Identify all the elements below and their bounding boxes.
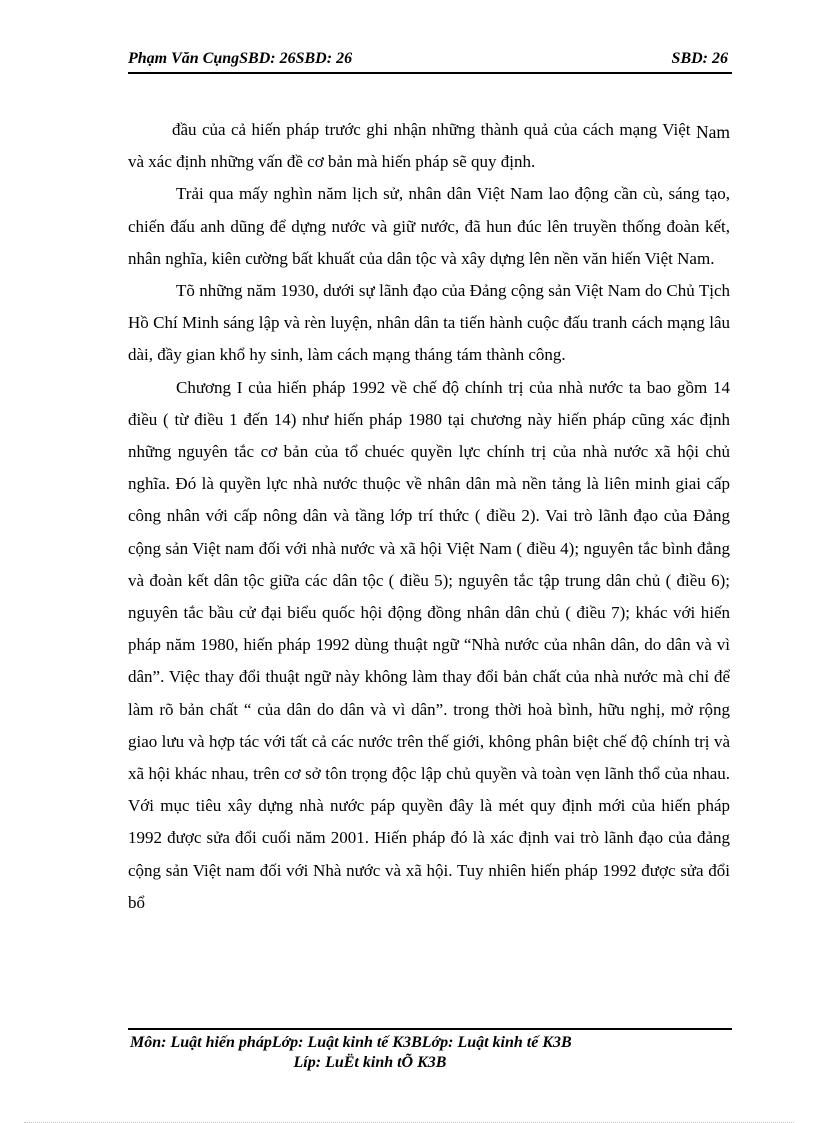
page-header	[128, 50, 732, 74]
footer-class: Líp: LuËt kinh tÕ K3B	[293, 1054, 447, 1071]
paragraph-1-end: và xác định những vấn đề cơ bản mà hiến pháp sẽ quy định.	[128, 152, 536, 172]
header-author: Phạm Văn CụngSBD: 26SBD: 26	[128, 50, 353, 67]
page-footer	[128, 1033, 732, 1073]
header-sbd: SBD: 26	[671, 50, 728, 67]
footer-course: Môn: Luật hiến phápLớp: Luật kinh tế K3BLớp: Luật kinh tế K3B	[130, 1034, 572, 1051]
paragraph-1	[128, 113, 730, 178]
paragraph-4: Chương I của hiến pháp 1992 về chế độ chính trị của nhà nước ta bao gồm 14 điều ( từ điều 1 đến 14) như hiến pháp 1980 tại chương này hiến pháp cũng xác định những nguyên tắc cơ bản của tổ chuéc quyền lực chính trị của nhà nước xã hội chủ nghĩa. Đó là quyền lực nhà nước thuộc về nhân dân mà nền tảng là liên minh giai cấp công nhân với cấp nông dân và tầng lớp trí thức ( điều 2). Vai trò lãnh đạo của Đảng cộng sản Việt nam đối với nhà nước và xã hội Việt Nam ( điều 4); nguyên tắc bình đẳng và đoàn kết dân tộc giữa các dân tộc ( điều 5); nguyên tắc tập trung dân chủ ( điều 6); nguyên tắc bầu cử đại biểu quốc hội động đồng nhân dân chủ ( điều 7); khác với hiến pháp năm 1980, hiến pháp 1992 dùng thuật ngữ “Nhà nước của nhân dân, do dân và vì dân”. Việc thay đổi thuật ngữ này không làm thay đổi bản chất của nhà nước mà chỉ để làm rõ bản chất “ của dân do dân và vì dân”. trong thời hoà bình, hữu nghị, mở rộng giao lưu và hợp tác với tất cả các nước trên thế giới, không phân biệt chế độ chính trị và xã hội khác nhau, trên cơ sở tôn trọng độc lập chủ quyền và toàn vẹn lãnh thổ của nhau. Với mục tiêu xây dựng nhà nước páp quyền đây là mét quy định mới của hiến pháp 1992 được sửa đổi cuối năm 2001. Hiến pháp đó là xác định vai trò lãnh đạo của đảng cộng sản Việt nam đối với Nhà nước và xã hội. Tuy nhiên hiến pháp 1992 được sửa đổi bổ	[128, 377, 730, 912]
document-body	[128, 113, 730, 919]
paragraph-1-nam: Nam	[695, 122, 730, 142]
paragraph-1-start: đầu của cả hiến pháp trước ghi nhận những thành quả của cách mạng Việt	[172, 120, 691, 139]
paragraph-3: Tõ những năm 1930, dưới sự lãnh đạo của Đảng cộng sản Việt Nam do Chủ Tịch Hồ Chí Minh sáng lập và rèn luyện, nhân dân ta tiến hành cuộc đấu tranh cách mạng lâu dài, đầy gian khổ hy sinh, làm cách mạng tháng tám thành công.	[128, 281, 730, 365]
footer-divider	[128, 1028, 732, 1030]
paragraph-2: Trải qua mấy nghìn năm lịch sử, nhân dân Việt Nam lao động cần cù, sáng tạo, chiến đấu anh dũng để dựng nước và giữ nước, đã hun đúc lên truyền thống đoàn kết, nhân nghĩa, kiên cường bất khuất của dân tộc và xây dựng lên nền văn hiến Việt Nam.	[128, 184, 730, 268]
